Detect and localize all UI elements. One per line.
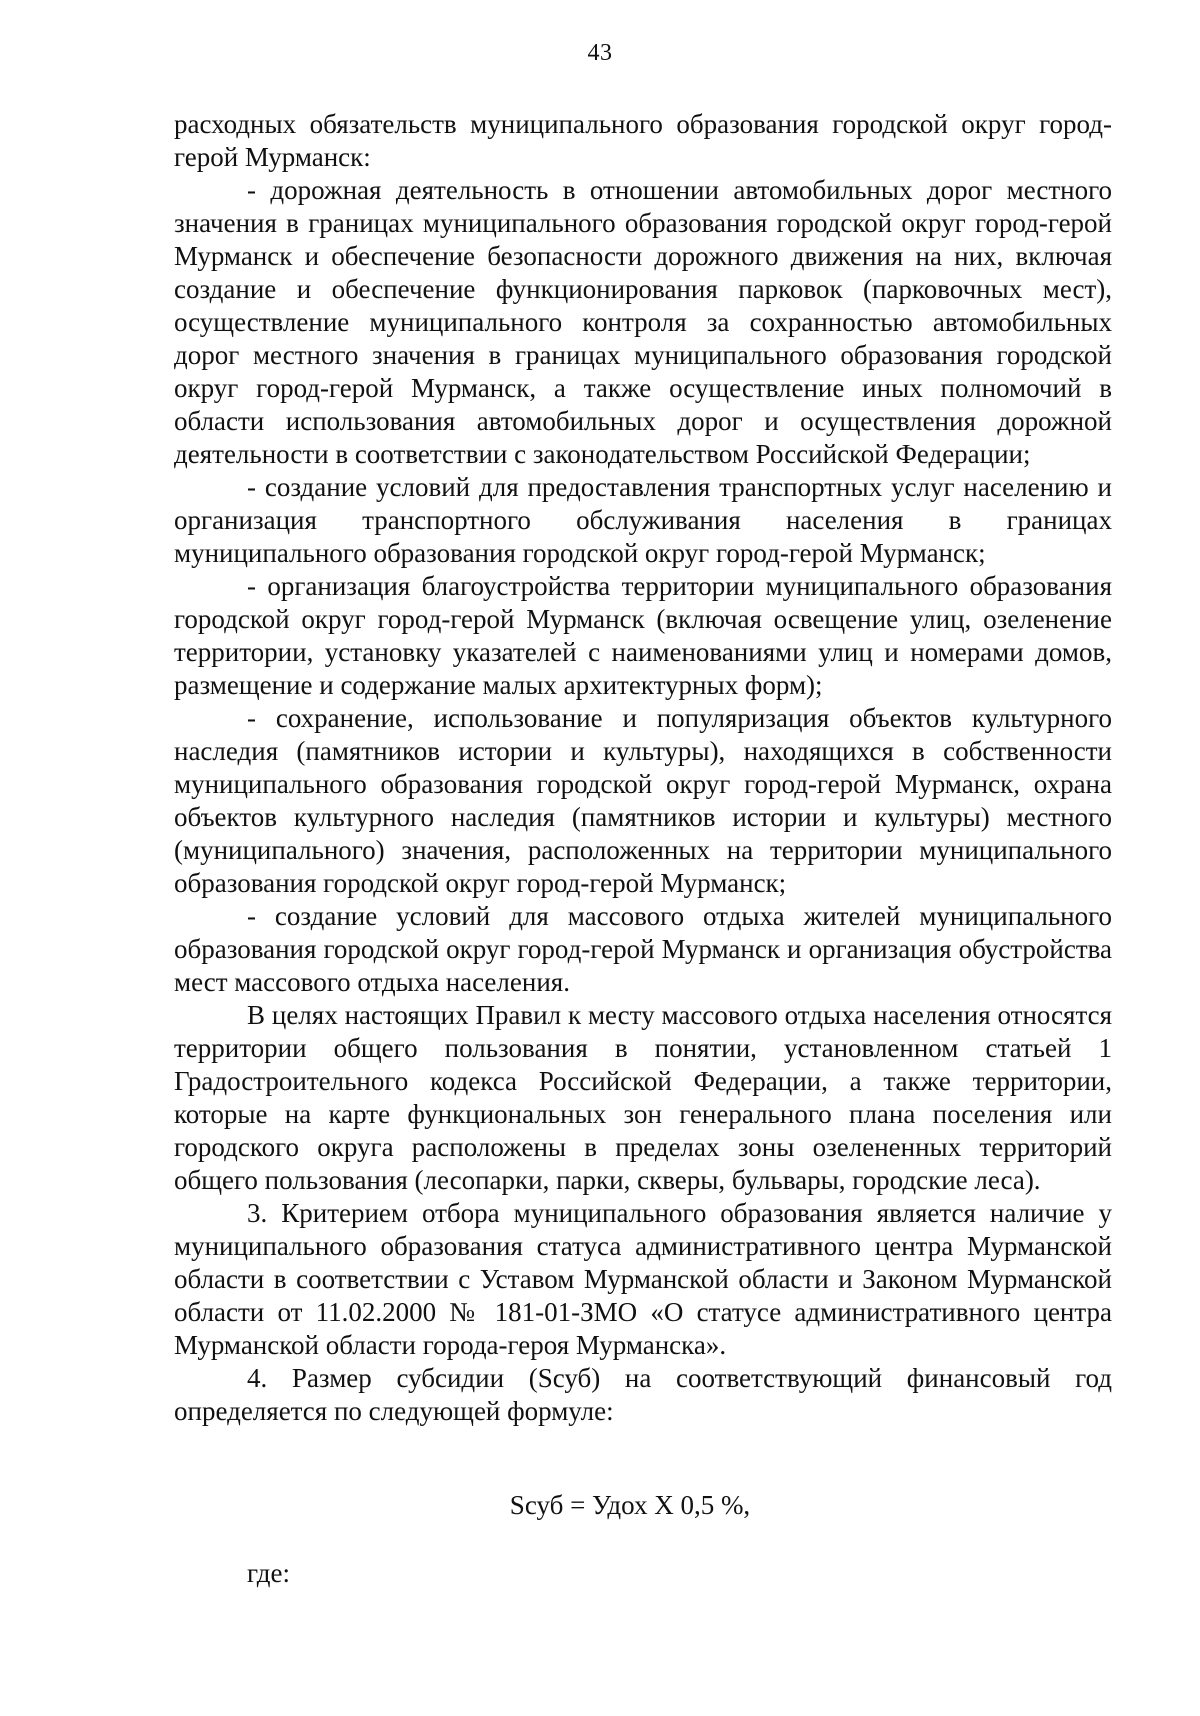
- where-label: где:: [247, 1558, 290, 1588]
- paragraph-selection-criterion: 3. Критерием отбора муниципального образования является наличие у муниципального образования статуса административного центра Мурманской области в соответствии с Уставом Мурманской области и Законом Мурманской области от 11.02.2000 № 181-01-ЗМО «О статусе административного центра Мурманской области города-героя Мурманска».: [174, 1198, 1112, 1360]
- page-number: 43: [587, 40, 613, 66]
- paragraph-continuation: расходных обязательств муниципального образования городской округ город-герой Мурманск:: [174, 109, 1112, 172]
- paragraph-landscaping: - организация благоустройства территории муниципального образования городской округ город-герой Мурманск (включая освещение улиц, озеленение территории, установку указателей с наименованиями улиц и номерами домов, размещение и содержание малых архитектурных форм);: [174, 571, 1112, 700]
- paragraph-mass-recreation: - создание условий для массового отдыха жителей муниципального образования городской округ город-герой Мурманск и организация обустройства мест массового отдыха населения.: [174, 901, 1112, 997]
- subsidy-formula: Sсуб = Удох Х 0,5 %,: [509, 1490, 751, 1520]
- paragraph-subsidy-size: 4. Размер субсидии (Sсуб) на соответствующий финансовый год определяется по следующей формуле:: [174, 1363, 1112, 1426]
- paragraph-cultural-heritage: - сохранение, использование и популяризация объектов культурного наследия (памятников истории и культуры), находящихся в собственности муниципального образования городской округ город-герой Мурманск, охрана объектов культурного наследия (памятников истории и культуры) местного (муниципального) значения, расположенных на территории муниципального образования городской округ город-герой Мурманск;: [174, 703, 1112, 898]
- body-text: [174, 108, 1112, 1428]
- paragraph-transport-services: - создание условий для предоставления транспортных услуг населению и организация транспортного обслуживания населения в границах муниципального образования городской округ город-герой Мурманск;: [174, 472, 1112, 568]
- paragraph-recreation-definition: В целях настоящих Правил к месту массового отдыха населения относятся территории общего пользования в понятии, установленном статьей 1 Градостроительного кодекса Российской Федерации, а также территории, которые на карте функциональных зон генерального плана поселения или городского округа расположены в пределах зоны озелененных территорий общего пользования (лесопарки, парки, скверы, бульвары, городские леса).: [174, 1000, 1112, 1195]
- paragraph-road-activity: - дорожная деятельность в отношении автомобильных дорог местного значения в границах муниципального образования городской округ город-герой Мурманск и обеспечение безопасности дорожного движения на них, включая создание и обеспечение функционирования парковок (парковочных мест), осуществление муниципального контроля за сохранностью автомобильных дорог местного значения в границах муниципального образования городской округ город-герой Мурманск, а также осуществление иных полномочий в области использования автомобильных дорог и осуществления дорожной деятельности в соответствии с законодательством Российской Федерации;: [174, 175, 1112, 469]
